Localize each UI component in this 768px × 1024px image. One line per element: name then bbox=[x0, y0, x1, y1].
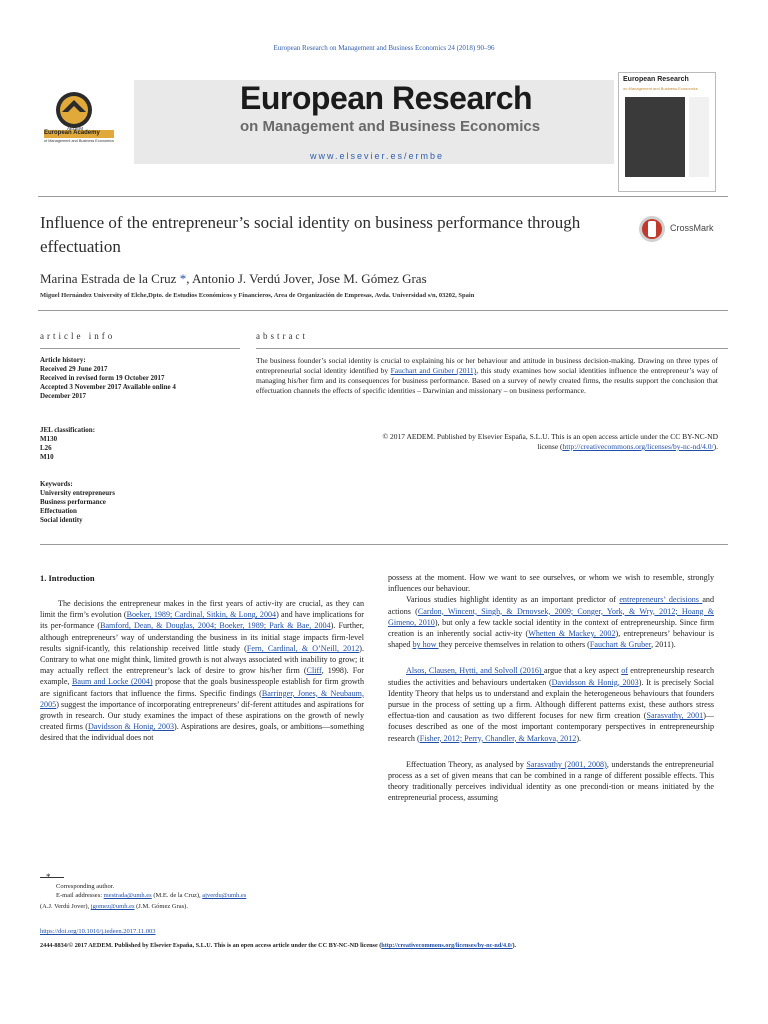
history-item: Received 29 June 2017 bbox=[40, 365, 108, 373]
keyword: Effectuation bbox=[40, 507, 77, 515]
logo-line2: of Management and Business Economics bbox=[44, 139, 114, 143]
divider bbox=[40, 348, 240, 349]
divider bbox=[40, 544, 728, 545]
citation-link[interactable]: Boeker, 1989; Cardinal, Sitkin, & Long, 2004 bbox=[126, 610, 277, 620]
jel-code: L26 bbox=[40, 444, 52, 452]
divider bbox=[256, 348, 728, 349]
article-info-heading: article info bbox=[40, 331, 116, 341]
keyword: Social identity bbox=[40, 516, 83, 524]
footnote-corresponding: Corresponding author. E-mail addresses: mestrada@umh.es (M.E. de la Cruz), ajverdu@umh.es bbox=[56, 882, 376, 900]
license-link[interactable]: http://creativecommons.org/licenses/by-nc-nd/4.0/ bbox=[562, 442, 714, 451]
license-text: ). bbox=[713, 442, 718, 451]
citation-link[interactable]: Fern, Cardinal, & O’Neill, 2012 bbox=[246, 643, 360, 653]
citation-link[interactable]: entrepreneurs’ decisions bbox=[619, 595, 703, 605]
cover-title: European Research bbox=[623, 76, 689, 83]
abstract-citation-link[interactable]: Fauchart and Gruber (2011) bbox=[390, 366, 477, 375]
citation-link[interactable]: Baum and Locke (2004) bbox=[72, 677, 153, 687]
history-item: Accepted 3 November 2017 Available online 4 bbox=[40, 383, 176, 391]
section-heading-introduction: 1. Introduction bbox=[40, 573, 95, 583]
keywords bbox=[40, 480, 240, 525]
crossmark-icon bbox=[638, 214, 666, 244]
abstract-body bbox=[256, 356, 718, 396]
issn-license: 2444-8834/© 2017 AEDEM. Published by Elsevier España, S.L.U. This is an open access article under the CC BY-NC-ND license (http://creativecommons.org/licenses/by-nc-nd/4.0/). bbox=[40, 942, 517, 949]
keyword: University entrepreneurs bbox=[40, 489, 115, 497]
citation-link[interactable]: Davidsson & Honig, 2003 bbox=[87, 722, 175, 732]
article-title: Influence of the entrepreneur’s social identity on business performance through effectuation bbox=[40, 213, 581, 256]
footnote-star: * bbox=[46, 872, 51, 882]
citation-link[interactable]: Sarasvathy, 2001 bbox=[646, 711, 704, 721]
history-item: December 2017 bbox=[40, 392, 86, 400]
jel-label: JEL classification: bbox=[40, 426, 96, 434]
jel-code: M10 bbox=[40, 453, 54, 461]
logo-line1: European Academy bbox=[44, 130, 100, 136]
intro-left-column bbox=[40, 598, 364, 744]
citation-link[interactable]: Bamford, Dean, & Douglas, 2004; Boeker, 1989; Park & Bae, 2004 bbox=[100, 621, 331, 631]
abstract-license bbox=[256, 432, 718, 452]
intro-paragraph: The decisions the entrepreneur makes in the first years of activ-ity are crucial, as they can limit the firm’s evolution (Boeker, 1989; Cardinal, Sitkin, & Long, 2004) and have implications for its per-formance (Bamford, Dean, & Douglas, 2004; Boeker, 1989; Park & Bae, 2004). Further, although entrepreneurs’ way of understanding the business in its initial stage impacts firm-level results signif-icantly, this relationship received little study (Fern, Cardinal, & O’Neill, 2012). Contrary to what one might think, limited growth is not always associated with inability to grow; it may actually reflect the entrepreneur’s lack of desire to grow his/her firm (Cliff, 1998). For example, Baum and Locke (2004) propose that the goals businesspeople establish for firm growth are significant factors that influence the firms. Specific findings (Barringer, Jones, & Neubaum, 2005) suggest the importance of incorporating entrepreneurs’ dif-ferent attitudes and aspirations for growth in research. Our study examines the impact of these aspirations on the growth of newly created firms (Davidsson & Honig, 2003). Aspirations are desires, goals, or ambitions—something desired that the individual does not bbox=[40, 599, 365, 743]
divider bbox=[38, 196, 728, 197]
logo-acronym: AEDEM bbox=[66, 126, 83, 131]
cover-subtitle: on Management and Business Economics bbox=[623, 86, 698, 91]
keywords-label: Keywords: bbox=[40, 480, 73, 488]
journal-cover bbox=[618, 72, 716, 192]
affiliation: Miguel Hernández University of Elche,Dpto. de Estudios Económicos y Financieros, Area de Organización de Empresas, Avda. Universidad s/n, 03202, Spain bbox=[40, 292, 475, 299]
email-link[interactable]: jgomez@umh.es bbox=[90, 903, 135, 910]
license-text: license ( bbox=[537, 442, 563, 451]
article-history bbox=[40, 356, 240, 401]
citation-link[interactable]: Barringer, Jones, & Neubaum, 2005 bbox=[40, 688, 365, 709]
aedem-logo bbox=[40, 88, 120, 158]
keyword: Business performance bbox=[40, 498, 106, 506]
citation-link[interactable]: Alsos, Clausen, Hytti, and Solvoll (2016) bbox=[406, 666, 544, 676]
corresponding-label: Corresponding author. bbox=[56, 883, 115, 890]
citation-link[interactable]: Davidsson & Honig, 2003 bbox=[551, 677, 639, 687]
journal-name: European Research bbox=[240, 80, 533, 116]
corresponding-mark[interactable]: * bbox=[179, 271, 187, 286]
journal-citation[interactable]: European Research on Management and Business Economics 24 (2018) 90–96 bbox=[273, 44, 495, 52]
journal-subtitle: on Management and Business Economics bbox=[240, 118, 541, 135]
citation-link[interactable]: by how bbox=[412, 640, 439, 650]
license-text: © 2017 AEDEM. Published by Elsevier España, S.L.U. This is an open access article under the CC BY-NC-ND bbox=[382, 432, 718, 441]
cover-image bbox=[625, 97, 685, 177]
citation-link[interactable]: Sarasvathy (2001, 2008) bbox=[526, 759, 607, 769]
history-label: Article history: bbox=[40, 356, 86, 364]
divider bbox=[38, 310, 728, 311]
body-paragraph: Alsos, Clausen, Hytti, and Solvoll (2016) argue that a key aspect of entrepreneurship research studies the activities and behaviours undertaken (Davidsson & Honig, 2003). It is precisely Social Identity Theory that helps us to understand and explain the heterogeneous behaviours that founders pursue in the process of setting up a firm. Although different patterns exist, these authors stress effectua-tion and causation as two different focuses for new firm creation (Sarasvathy, 2001)—focuses described as one of the most important contemporary perspectives in entrepreneurship research (Fisher, 2012; Perry, Chandler, & Markova, 2012). bbox=[388, 666, 714, 743]
citation-link[interactable]: Cardon, Wincent, Singh, & Drnovsek, 2009; Conger, York, & Wry, 2012; Hoang & Gimeno, 2010 bbox=[388, 606, 714, 627]
abstract-heading: abstract bbox=[256, 331, 308, 341]
cover-side-panel bbox=[689, 97, 709, 177]
citation-link[interactable]: Fisher, 2012; Perry, Chandler, & Markova, 2012 bbox=[419, 733, 577, 743]
author-primary[interactable]: Marina Estrada de la Cruz bbox=[40, 271, 177, 286]
email-link[interactable]: ajverdu@umh.es bbox=[202, 892, 247, 899]
journal-url[interactable]: www.elsevier.es/ermbe bbox=[310, 151, 445, 161]
authors bbox=[40, 271, 427, 287]
footnote-emails-cont: (A.J. Verdú Jover), jgomez@umh.es (J.M. Gómez Gras). bbox=[40, 903, 188, 910]
jel-classification bbox=[40, 426, 240, 462]
footnote-divider bbox=[40, 877, 64, 878]
citation-link[interactable]: Fauchart & Gruber bbox=[589, 640, 652, 650]
citation-link[interactable]: Cliff bbox=[306, 666, 322, 676]
history-item: Received in revised form 19 October 2017 bbox=[40, 374, 165, 382]
issn-license-link[interactable]: http://creativecommons.org/licenses/by-nc-nd/4.0/ bbox=[381, 942, 513, 949]
body-paragraph: Various studies highlight identity as an important predictor of entrepreneurs’ decisions and actions (Cardon, Wincent, Singh, & Drnovsek, 2009; Conger, York, & Wry, 2012; Hoang & Gimeno, 2010), but only a few tackle social identity in the context of entrepreneurship. Since firm creation is an inherently social activ-ity (Whetten & Mackey, 2002), entrepreneurs’ behaviour is shaped by how they perceive themselves in relation to others (Fauchart & Gruber, 2011). bbox=[388, 595, 714, 650]
crossmark-label: CrossMark bbox=[670, 223, 714, 233]
citation-link[interactable]: of bbox=[621, 666, 628, 676]
aedem-emblem-icon bbox=[40, 88, 120, 158]
abstract-text: , this study examines how social identities influence the entrepreneur’s way of managing his/her firm and its consequences for business performance. Based on a survey of newly created firms, the results support the conclusion that effectuation channels the effects of specific identities – Darwinian and missionary – on business performance. bbox=[256, 366, 719, 395]
body-paragraph: Effectuation Theory, as analysed by Sarasvathy (2001, 2008), understands the entrepreneurial process as a set of given means that can be combined in a range of different possible effects. This theory traditionally perceives individual identity as one precondi-tion or means initiated by the entrepreneurial process, assuming bbox=[388, 759, 714, 803]
emails-label: E-mail addresses: bbox=[56, 892, 103, 899]
body-paragraph: possess at the moment. How we want to see ourselves, or whom we wish to resemble, strongly influences our behaviour. bbox=[388, 573, 714, 594]
email-link[interactable]: mestrada@umh.es bbox=[103, 892, 152, 899]
intro-right-column bbox=[388, 572, 714, 804]
citation-link[interactable]: Whetten & Mackey, 2002 bbox=[528, 629, 616, 639]
author-others: , Antonio J. Verdú Jover, Jose M. Gómez Gras bbox=[186, 271, 427, 286]
doi-link[interactable]: https://doi.org/10.1016/j.iedeen.2017.11.003 bbox=[40, 928, 156, 935]
jel-code: M130 bbox=[40, 435, 58, 443]
abstract-text: The business founder’s social identity is crucial to explaining his or her behaviour and attitude in business decision-making. Drawing on three types of entrepreneurial social identity identified by bbox=[256, 356, 718, 375]
